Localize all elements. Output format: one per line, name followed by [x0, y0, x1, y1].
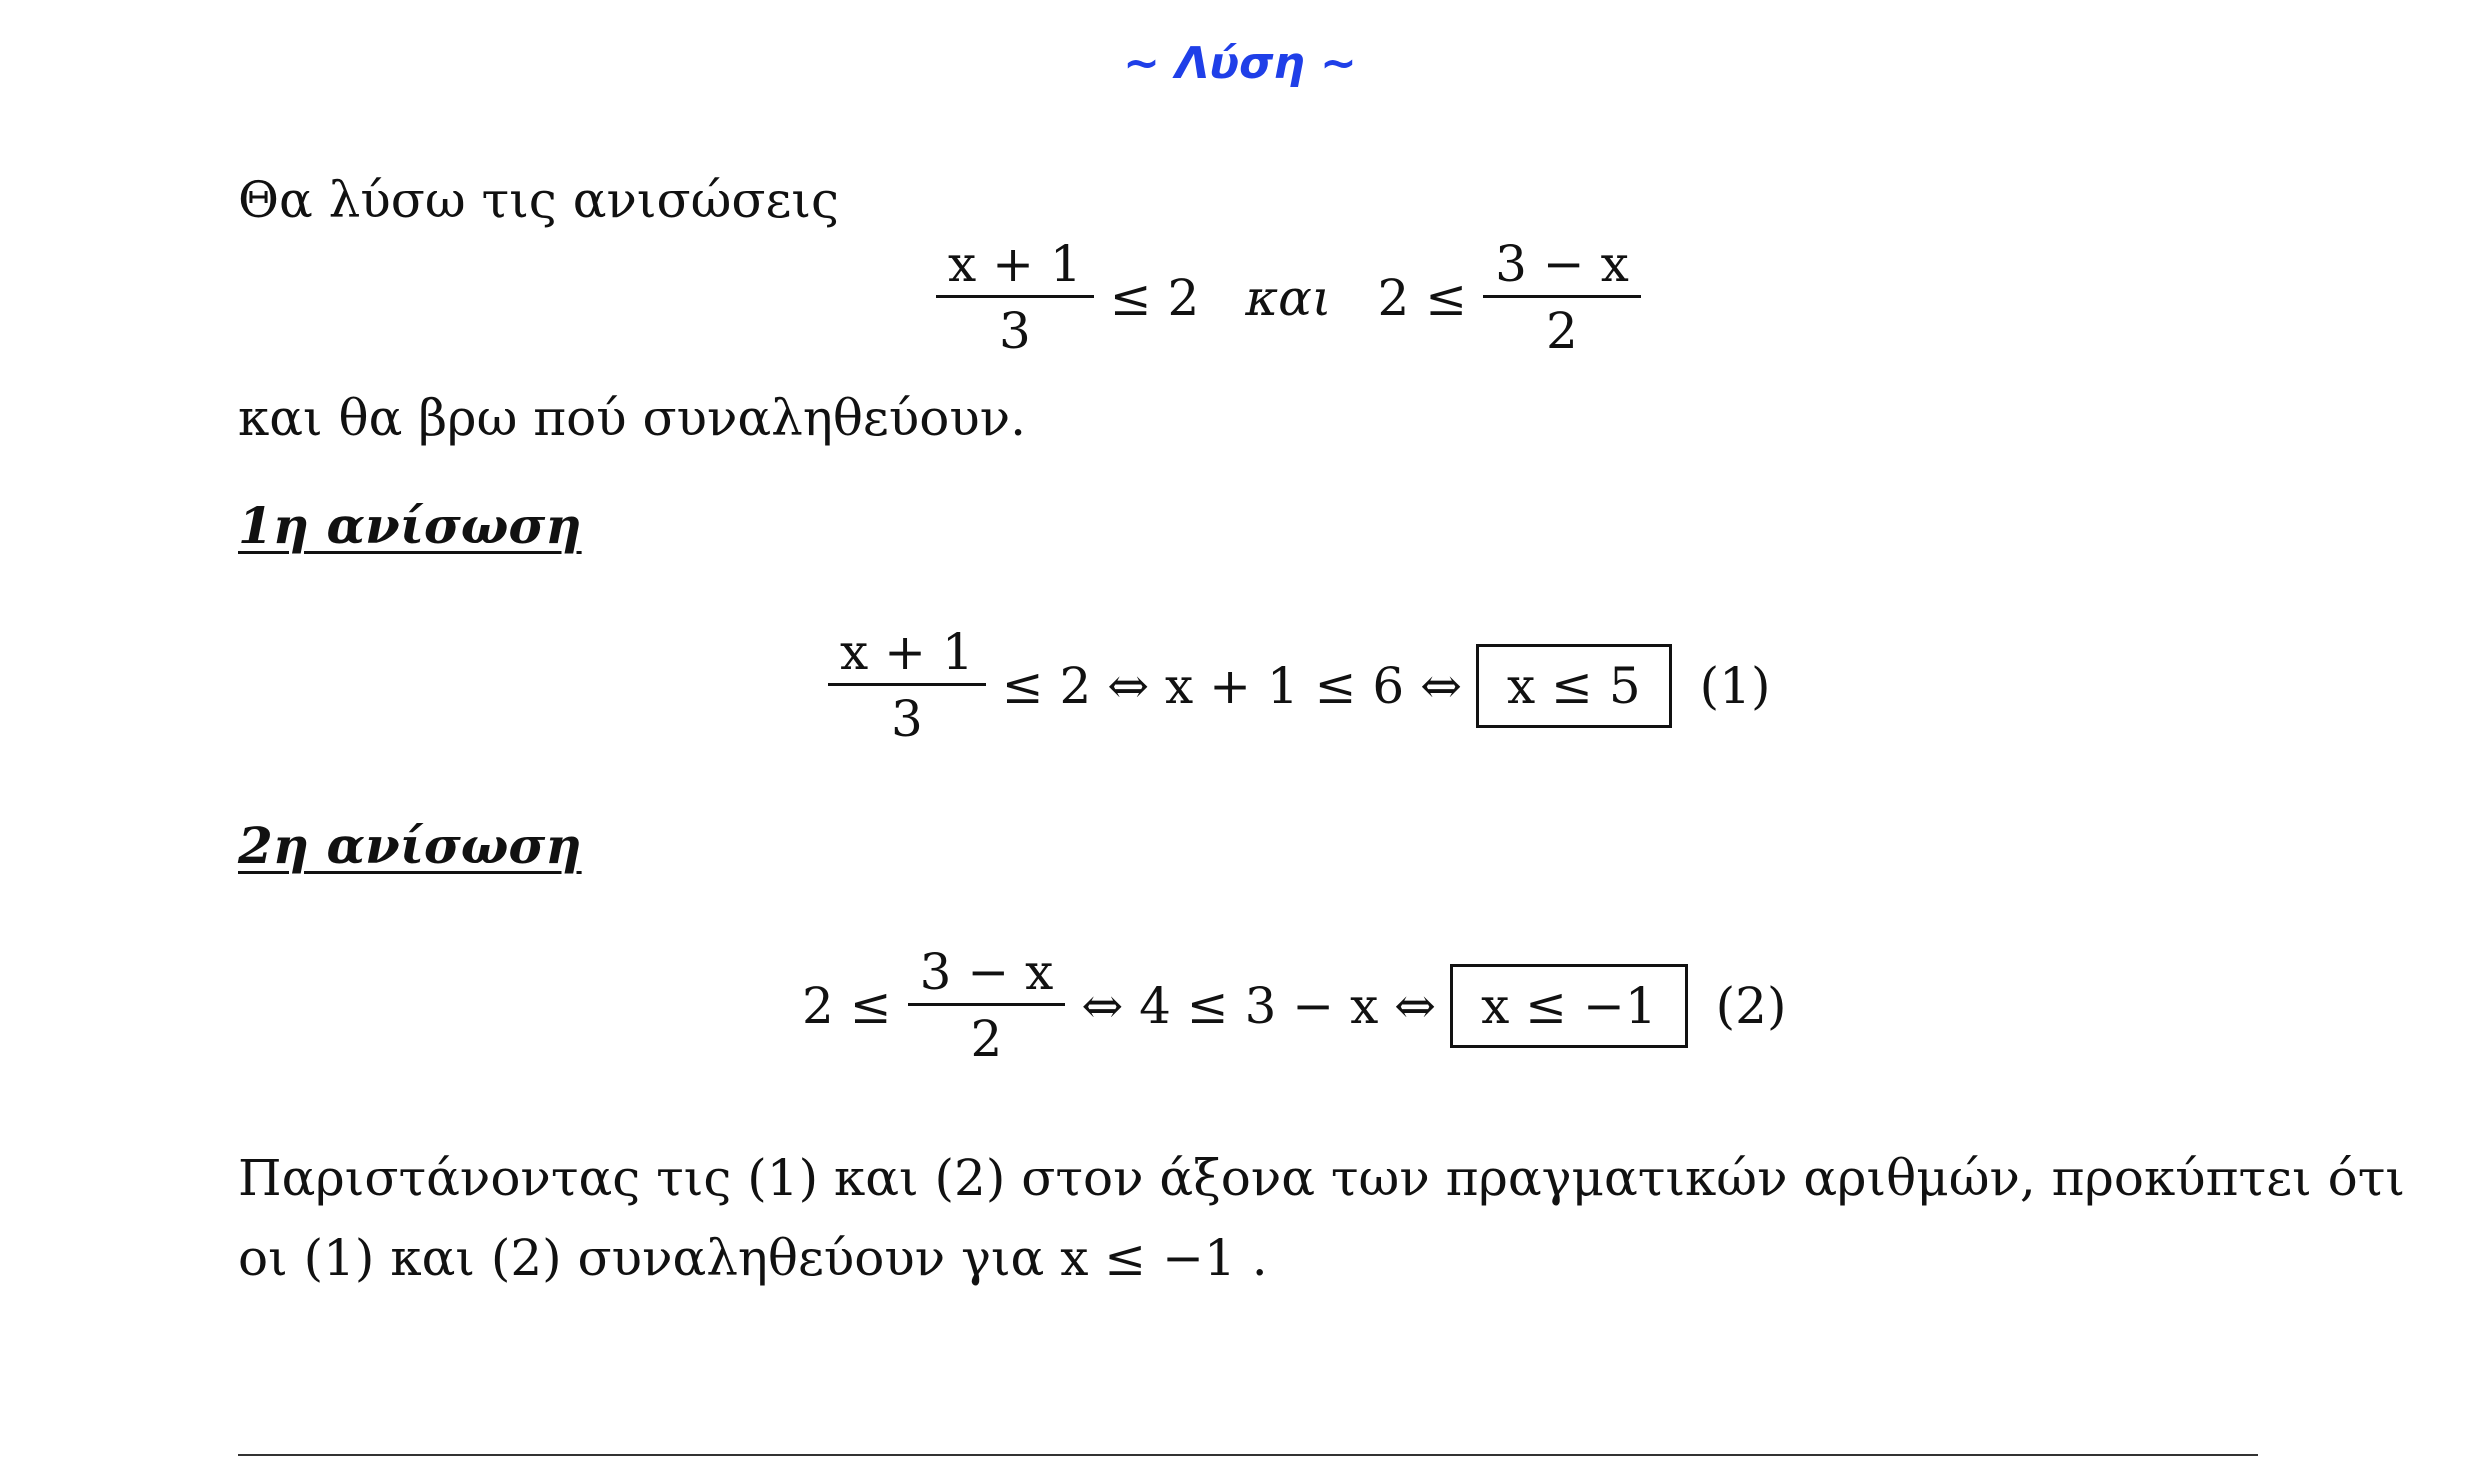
conclusion-line-2: οι (1) και (2) συναληθεύουν για x ≤ −1 .: [238, 1229, 1268, 1287]
ineq1-fraction-denominator: 3: [890, 689, 923, 748]
fraction-1: [936, 233, 1094, 364]
inequality-2-solution: [796, 936, 1793, 1076]
ineq1-fraction-numerator: x + 1: [840, 622, 974, 681]
equation-tag-1: (1): [1699, 657, 1771, 715]
ineq1-fraction: [828, 621, 986, 752]
inequality-1-solution: [818, 616, 1777, 756]
ineq2-lead: 2 ≤: [802, 977, 892, 1035]
intro-line-2: και θα βρω πού συναληθεύουν.: [238, 389, 1027, 447]
heading-inequality-2: 2η ανίσωση: [238, 816, 582, 875]
fraction-1-numerator: x + 1: [948, 234, 1082, 293]
fraction-2: [1483, 233, 1641, 364]
solution-title: ~ Λύση ~: [1123, 38, 1357, 89]
inequality-system: [926, 228, 1651, 368]
two-le: 2 ≤: [1377, 269, 1468, 327]
le-two: ≤ 2: [1109, 269, 1200, 327]
ineq2-fraction: [908, 941, 1066, 1072]
ineq1-steps: ≤ 2 ⇔ x + 1 ≤ 6 ⇔: [1001, 657, 1462, 715]
bottom-divider: [238, 1454, 2258, 1456]
fraction-2-numerator: 3 − x: [1495, 234, 1629, 293]
ineq2-boxed-result: x ≤ −1: [1450, 964, 1688, 1048]
fraction-2-denominator: 2: [1546, 301, 1578, 360]
ineq2-fraction-numerator: 3 − x: [919, 942, 1054, 1001]
heading-inequality-1: 1η ανίσωση: [238, 496, 582, 555]
ineq2-steps: ⇔ 4 ≤ 3 − x ⇔: [1081, 977, 1437, 1035]
intro-line-1: Θα λύσω τις ανισώσεις: [238, 171, 840, 229]
conclusion-line-1: Παριστάνοντας τις (1) και (2) στον άξονα των πραγματικών αριθμών, προκύπτει ότι: [238, 1149, 2405, 1207]
equation-tag-2: (2): [1715, 977, 1787, 1035]
ineq2-fraction-denominator: 2: [970, 1009, 1003, 1068]
ineq1-boxed-result: x ≤ 5: [1476, 644, 1672, 728]
fraction-1-denominator: 3: [998, 301, 1031, 360]
conjunction-kai: και: [1245, 269, 1332, 327]
